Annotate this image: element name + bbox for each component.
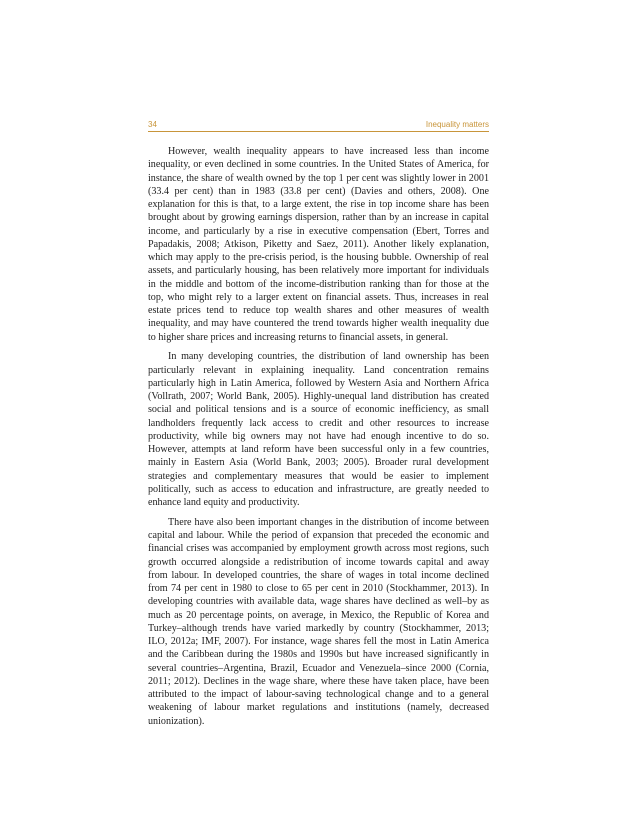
header-rule: [148, 131, 489, 132]
running-title: Inequality matters: [425, 120, 489, 129]
paragraph-land-ownership: In many developing countries, the distribution of land ownership has been particularly relevant in explaining inequality. Land concentration remains particularly high in Latin America, followed by Western Asia and Northern Africa (Vollrath, 2007; World Bank, 2005). Highly-unequal land distribution has created social and political tensions and is a source of economic inefficiency, as small landholders frequently lack access to credit and other resources to increase productivity, while big owners may not have had enough incentive to do so. However, attempts at land reform have been successful only in a few countries, mainly in Eastern Asia (World Bank, 2003; 2005). Broader rural development strategies and complementary measures that would be easier to implement politically, such as access to education and infrastructure, are greatly needed to enhance land equity and productivity.: [148, 351, 489, 508]
paragraph-capital-labour: There have also been important changes in the distribution of income between capital and labour. While the period of expansion that preceded the economic and financial crises was accompanied by employment growth across most regions, such growth occurred alongside a redistribution of income towards capital and away from labour. In developed countries, the share of wages in total income declined from 74 per cent in 1980 to close to 65 per cent in 2010 (Stockhammer, 2013). In developing countries with available data, wage shares have declined as well–by as much as 20 percentage points, on average, in Mexico, the Republic of Korea and Turkey–although trends have varied markedly by country (Stockhammer, 2013; ILO, 2012a; IMF, 2007). For instance, wage shares fell the most in Latin America and the Caribbean during the 1980s and 1990s but have increased significantly in several countries–Argentina, Brazil, Ecuador and Venezuela–since 2000 (Cornia, 2011; 2012). Declines in the wage share, where these have taken place, have been attributed to the impact of labour-saving technological change and to a general weakening of labour market regulations and institutions (namely, decreased unionization).: [148, 516, 489, 727]
paragraph-wealth-inequality: However, wealth inequality appears to have increased less than income inequality, or even declined in some countries. In the United States of America, for instance, the share of wealth owned by the top 1 per cent was slightly lower in 2001 (33.4 per cent) than in 1983 (33.8 per cent) (Davies and others, 2008). One explanation for this is that, to a large extent, the rise in top income share has been brought about by growing earnings dispersion, rather than by an increase in capital income, and particularly by a rise in executive compensation (Ebert, Torres and Papadakis, 2008; Atkison, Piketty and Saez, 2011). Another likely explanation, which may apply to the pre-crisis period, is the housing bubble. Ownership of real assets, and particularly housing, has been relatively more important for individuals in the middle and bottom of the income-distribution ranking than for those at the top, who might rely to a larger extent on financial assets. Thus, increases in real estate prices tend to reduce top wealth shares and other measures of wealth inequality, and may have countered the trend towards higher wealth inequality due to higher share prices and increasing returns to financial assets, in general.: [148, 146, 489, 343]
body-text: [148, 145, 489, 734]
running-header: [148, 120, 489, 129]
page-number: 34: [148, 120, 157, 129]
